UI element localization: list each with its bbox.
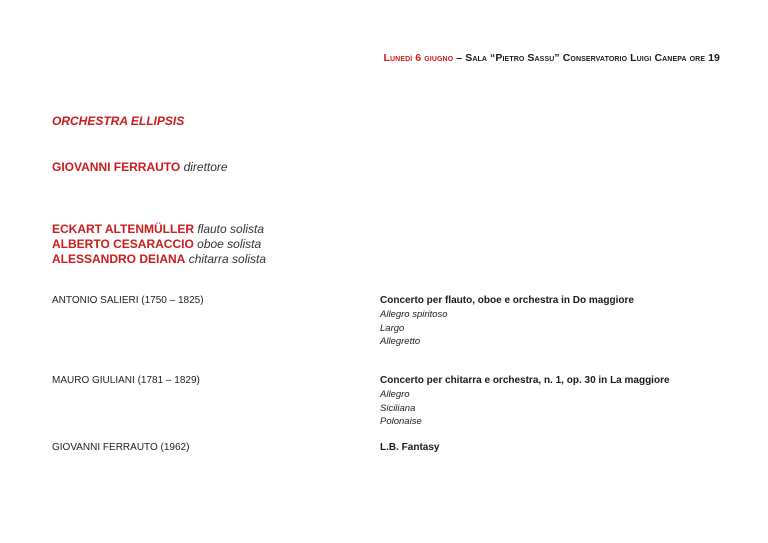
work-title: Concerto per flauto, oboe e orchestra in Do maggiore	[380, 295, 634, 306]
work-title: Concerto per chitarra e orchestra, n. 1, op. 30 in La maggiore	[380, 375, 670, 386]
ensemble-name: ORCHESTRA ELLIPSIS	[52, 114, 185, 128]
composer: MAURO GIULIANI (1781 – 1829)	[52, 375, 200, 386]
conductor-name: GIOVANNI FERRAUTO	[52, 160, 181, 174]
work-title: L.B. Fantasy	[380, 442, 440, 453]
soloist-role: chitarra solista	[188, 252, 267, 266]
event-venue: Sala “Pietro Sassu” Conservatorio Luigi Canepa ore 19	[465, 52, 720, 64]
movement: Largo	[380, 322, 405, 334]
soloist-line	[52, 222, 264, 236]
soloist-name: ALESSANDRO DEIANA	[52, 252, 186, 266]
event-date: Lunedì 6 giugno	[383, 52, 454, 64]
movement: Allegro	[380, 389, 410, 400]
soloist-role: oboe solista	[197, 237, 262, 251]
movement: Allegretto	[380, 336, 421, 347]
work	[380, 295, 634, 348]
movement: Allegro spiritoso	[380, 309, 448, 320]
event-header	[384, 52, 721, 64]
soloist-line	[52, 237, 261, 251]
soloist-name: ALBERTO CESARACCIO	[52, 237, 194, 251]
conductor-line	[52, 160, 228, 174]
soloist-name: ECKART ALTENMÜLLER	[52, 222, 194, 236]
movement-list	[380, 309, 634, 348]
composer: GIOVANNI FERRAUTO (1962)	[52, 442, 190, 453]
movement-list	[380, 389, 670, 428]
work	[380, 442, 439, 453]
header-separator: –	[453, 52, 466, 64]
movement: Polonaise	[380, 416, 422, 427]
soloist-line	[52, 252, 266, 266]
composer: ANTONIO SALIERI (1750 – 1825)	[52, 295, 204, 306]
soloist-role: flauto solista	[197, 222, 265, 236]
movement: Siciliana	[380, 402, 416, 414]
conductor-role: direttore	[183, 160, 228, 174]
work	[380, 375, 670, 428]
